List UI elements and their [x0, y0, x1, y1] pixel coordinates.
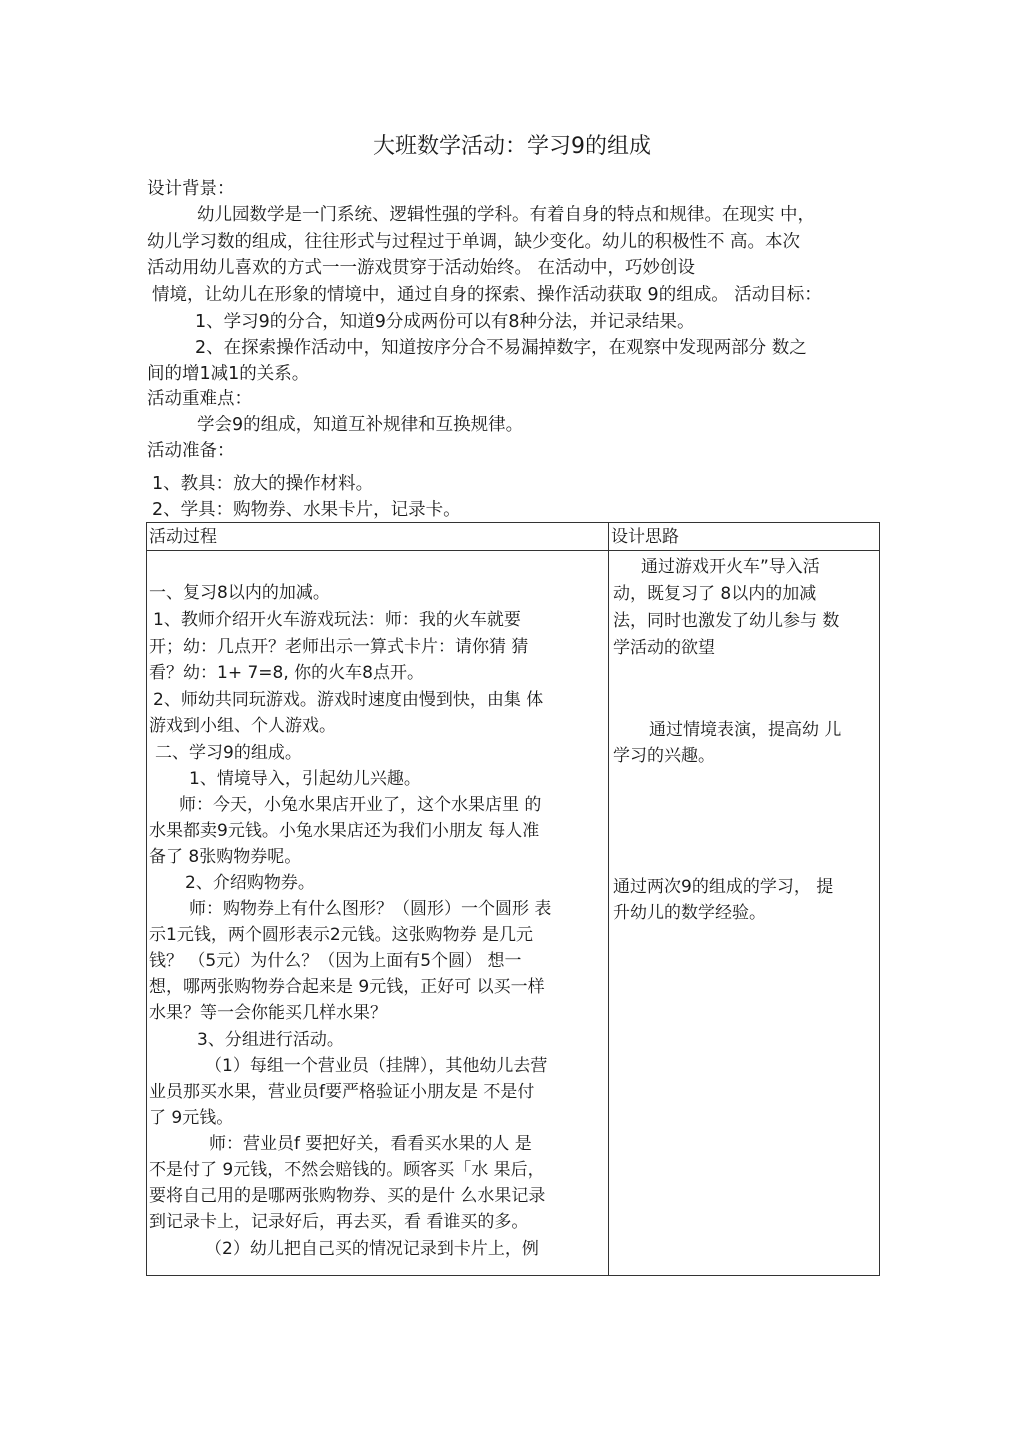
section-heading-key-points: 活动重难点： — [147, 389, 252, 409]
process-line: 1、情境导入，引起幼儿兴趣。 — [189, 769, 421, 789]
document-title: 大班数学活动：学习9的组成 — [373, 134, 651, 159]
design-line: 学活动的欲望 — [613, 638, 715, 658]
process-line: 一、复习8以内的加减。 — [149, 583, 330, 603]
process-cell — [147, 551, 609, 1276]
process-line: 要将自己用的是哪两张购物券、买的是什 么水果记录 — [149, 1186, 546, 1206]
design-line: 升幼儿的数学经验。 — [613, 903, 766, 923]
process-line: 钱？ （5元）为什么？（因为上面有5个圆） 想一 — [149, 951, 522, 971]
design-line: 通过游戏开火车”导入活 — [641, 557, 820, 577]
process-line: 3、分组进行活动。 — [197, 1030, 344, 1050]
design-line: 通过两次9的组成的学习， 提 — [613, 877, 834, 897]
table-header-cell — [147, 523, 609, 551]
process-line: 开；幼：几点开？老师出示一算式卡片：请你猜 猜 — [149, 637, 529, 657]
process-line: 了 9元钱。 — [149, 1108, 234, 1128]
header-design: 设计思路 — [611, 527, 679, 547]
design-line: 通过情境表演，提高幼 儿 — [649, 720, 842, 740]
process-line: 业员那买水果，营业员f要严格验证小朋友是 不是付 — [149, 1082, 535, 1102]
process-line: 师：购物券上有什么图形？（圆形）一个圆形 表 — [189, 899, 552, 919]
section-heading-preparation: 活动准备： — [147, 441, 235, 461]
design-line: 法，同时也激发了幼儿参与 数 — [613, 611, 840, 631]
process-line: 看？幼：1+ 7=8, 你的火车8点开。 — [149, 663, 424, 683]
process-line: 游戏到小组、个人游戏。 — [149, 716, 336, 736]
process-line: 不是付了 9元钱，不然会赔钱的。顾客买「水 果后， — [149, 1160, 545, 1180]
table-header-cell — [609, 523, 880, 551]
paragraph-line: 幼儿学习数的组成，往往形式与过程过于单调，缺少变化。幼儿的积极性不 高。本次 — [147, 232, 801, 252]
process-line: 师：今天，小兔水果店开业了，这个水果店里 的 — [179, 795, 542, 815]
process-line: 2、师幼共同玩游戏。游戏时速度由慢到快，由集 体 — [153, 690, 544, 710]
header-process: 活动过程 — [149, 527, 217, 547]
paragraph-line: 情境，让幼儿在形象的情境中，通过自身的探索、操作活动获取 9的组成。 活动目标： — [152, 285, 822, 305]
process-line: 水果都卖9元钱。小兔水果店还为我们小朋友 每人准 — [149, 821, 540, 841]
table-row — [147, 551, 880, 1276]
process-line: 水果？等一会你能买几样水果？ — [149, 1003, 387, 1023]
process-line: 2、介绍购物券。 — [185, 873, 315, 893]
objective-item: 2、在探索操作活动中，知道按序分合不易漏掉数字，在观察中发现两部分 数之 — [195, 338, 807, 358]
process-line: 想，哪两张购物券合起来是 9元钱，正好可 以买一样 — [149, 977, 545, 997]
process-line: （2）幼儿把自己买的情况记录到卡片上，例 — [205, 1239, 539, 1259]
paragraph-line: 活动用幼儿喜欢的方式一一游戏贯穿于活动始终。 在活动中，巧妙创设 — [147, 258, 696, 278]
paragraph-line: 幼儿园数学是一门系统、逻辑性强的学科。有着自身的特点和规律。在现实 中， — [197, 205, 816, 225]
process-line: 示1元钱，两个圆形表示2元钱。这张购物券 是几元 — [149, 925, 534, 945]
process-line: 备了 8张购物券呢。 — [149, 847, 302, 867]
process-line: 到记录卡上，记录好后，再去买，看 看谁买的多。 — [149, 1212, 529, 1232]
preparation-item: 1、教具：放大的操作材料。 — [152, 474, 374, 494]
section-heading-background: 设计背景： — [147, 179, 235, 199]
activity-table — [146, 522, 880, 1276]
design-line: 动，既复习了 8以内的加减 — [613, 584, 817, 604]
table-header-row — [147, 523, 880, 551]
process-line: 1、教师介绍开火车游戏玩法：师：我的火车就要 — [153, 610, 521, 630]
design-cell — [609, 551, 880, 1276]
process-line: 二、学习9的组成。 — [155, 743, 302, 763]
design-line: 学习的兴趣。 — [613, 746, 715, 766]
process-line: （1）每组一个营业员（挂牌），其他幼儿去营 — [205, 1056, 548, 1076]
preparation-item: 2、学具：购物券、水果卡片，记录卡。 — [152, 500, 461, 520]
objective-item: 1、学习9的分合，知道9分成两份可以有8种分法，并记录结果。 — [195, 312, 695, 332]
paragraph-line: 学会9的组成，知道互补规律和互换规律。 — [197, 415, 524, 435]
process-line: 师：营业员f 要把好关，看看买水果的人 是 — [209, 1134, 532, 1154]
paragraph-line: 间的增1减1的关系。 — [147, 364, 310, 384]
